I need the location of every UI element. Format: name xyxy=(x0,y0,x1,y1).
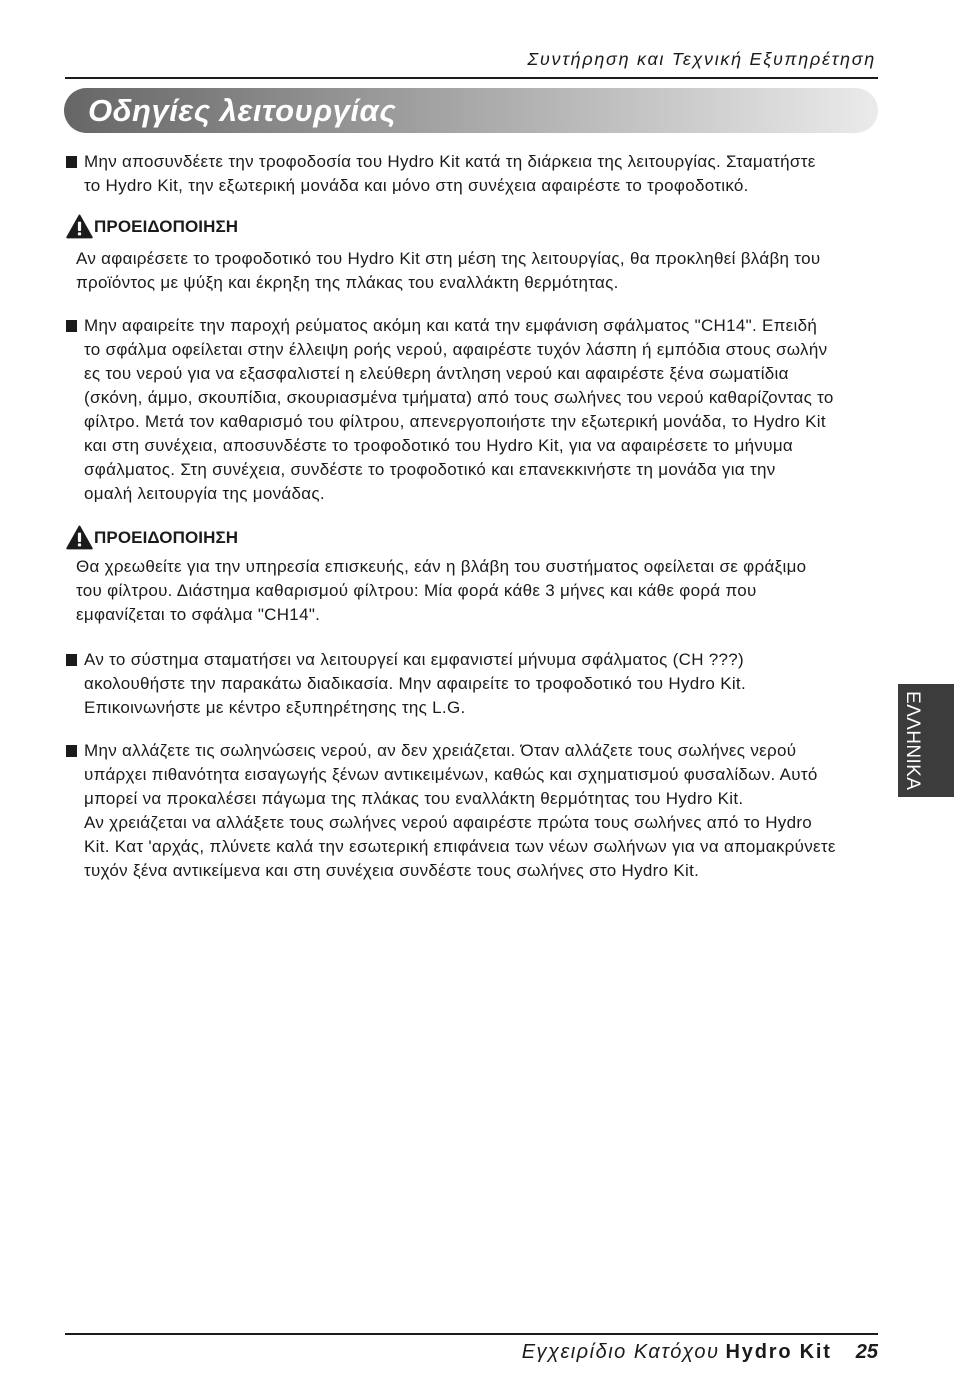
footer-manual-label: Εγχειρίδιο Κατόχου xyxy=(521,1341,720,1363)
language-tab-label: ΕΛΛΗΝΙΚΑ xyxy=(902,691,923,791)
text-line: Μην αφαιρείτε την παροχή ρεύματος ακόμη και κατά την εμφάνιση σφάλματος "CH14". Επειδή xyxy=(84,316,818,335)
footer-product-name: Hydro Kit xyxy=(725,1341,832,1363)
language-tab xyxy=(898,684,954,797)
text-line: Αν χρειάζεται να αλλάξετε τους σωλήνες νερού αφαιρέστε πρώτα τους σωλήνες από το Hydro xyxy=(84,813,813,832)
warning-triangle-icon xyxy=(66,525,93,550)
warning-text xyxy=(0,555,806,627)
text-line: ακολουθήστε την παρακάτω διαδικασία. Μην αφαιρείτε το τροφοδοτικό του Hydro Kit. xyxy=(84,674,746,693)
warning-heading xyxy=(66,214,238,239)
square-bullet-icon xyxy=(66,156,77,168)
text-line: μπορεί να προκαλέσει πάγωμα της πλάκας του εναλλάκτη θερμότητας του Hydro Kit. xyxy=(84,789,744,808)
text-line: εμφανίζεται το σφάλμα "CH14". xyxy=(76,605,321,624)
text-line: φίλτρο. Μετά τον καθαρισμό του φίλτρου, απενεργοποιήστε την εξωτερική μονάδα, το Hydro Kit xyxy=(84,412,826,431)
text-line: Επικοινωνήστε με κέντρο εξυπηρέτησης της L.G. xyxy=(84,698,466,717)
instruction-item xyxy=(0,739,836,883)
text-line: Kit. Κατ 'αρχάς, πλύνετε καλά την εσωτερική επιφάνεια των νέων σωλήνων για να απομακρύνετε xyxy=(84,837,836,856)
text-line: υπάρχει πιθανότητα εισαγωγής ξένων αντικειμένων, καθώς και σχηματισμού φυσαλίδων. Αυτό xyxy=(84,765,818,784)
text-line: και στη συνέχεια, αποσυνδέστε το τροφοδοτικό του Hydro Kit, για να αφαιρέσετε το μήνυμα xyxy=(84,436,794,455)
text-line: Θα χρεωθείτε για την υπηρεσία επισκευής, εάν η βλάβη του συστήματος οφείλεται σε φράξιμο xyxy=(76,557,807,576)
text-line: το σφάλμα οφείλεται στην έλλειψη ροής νερού, αφαιρέστε τυχόν λάσπη ή εμπόδια στους σωλήν xyxy=(84,340,828,359)
instruction-text xyxy=(84,739,836,883)
warning-heading-label: ΠΡΟΕΙΔΟΠΟΙΗΣΗ xyxy=(94,528,239,547)
square-bullet-icon xyxy=(66,654,77,666)
warning-text xyxy=(0,247,820,295)
warning-heading xyxy=(66,525,238,550)
text-line: τυχόν ξένα αντικείμενα και στη συνέχεια συνδέστε τους σωλήνες στο Hydro Kit. xyxy=(84,861,700,880)
square-bullet-icon xyxy=(66,320,77,332)
text-line: Μην αποσυνδέετε την τροφοδοσία του Hydro Kit κατά τη διάρκεια της λειτουργίας. Σταματήστε xyxy=(84,152,816,171)
text-line: Μην αλλάζετε τις σωληνώσεις νερού, αν δεν χρειάζεται. Όταν αλλάζετε τους σωλήνες νερού xyxy=(84,741,797,760)
text-line: Αν το σύστημα σταματήσει να λειτουργεί και εμφανιστεί μήνυμα σφάλματος (CH ???) xyxy=(84,650,745,669)
instruction-text xyxy=(84,648,746,720)
text-line: σφάλματος. Στη συνέχεια, συνδέστε το τροφοδοτικό και επανεκκινήστε τη μονάδα για την xyxy=(84,460,776,479)
instruction-text xyxy=(84,150,816,198)
instruction-item xyxy=(0,648,746,720)
warning-triangle-icon xyxy=(66,214,93,239)
instruction-item xyxy=(0,314,834,506)
title-banner xyxy=(64,88,878,133)
warning-heading-label: ΠΡΟΕΙΔΟΠΟΙΗΣΗ xyxy=(94,217,239,236)
header-rule xyxy=(65,77,878,79)
footer-rule xyxy=(65,1333,878,1335)
text-line: (σκόνη, άμμο, σκουπίδια, σκουριασμένα τμήματα) από τους σωλήνες του νερού καθαρίζοντας το xyxy=(84,388,834,407)
text-line: Αν αφαιρέσετε το τροφοδοτικό του Hydro Kit στη μέση της λειτουργίας, θα προκληθεί βλάβη του xyxy=(76,249,821,268)
text-line: ομαλή λειτουργία της μονάδας. xyxy=(84,484,325,503)
instruction-text xyxy=(84,314,834,506)
text-line: ες του νερού για να εξασφαλιστεί η ελεύθερη άντληση νερού και αφαιρέστε ξένα σωματίδια xyxy=(84,364,789,383)
text-line: το Hydro Kit, την εξωτερική μονάδα και μόνο στη συνέχεια αφαιρέστε το τροφοδοτικό. xyxy=(84,176,749,195)
running-header: Συντήρηση και Τεχνική Εξυπηρέτηση xyxy=(527,49,876,69)
page-number: 25 xyxy=(855,1341,878,1363)
square-bullet-icon xyxy=(66,745,77,757)
text-line: προϊόντος με ψύξη και έκρηξη της πλάκας του εναλλάκτη θερμότητας. xyxy=(76,273,619,292)
page-title: Οδηγίες λειτουργίας xyxy=(88,93,397,128)
instruction-item xyxy=(0,150,816,198)
text-line: του φίλτρου. Διάστημα καθαρισμού φίλτρου: Μία φορά κάθε 3 μήνες και κάθε φορά που xyxy=(76,581,757,600)
warning-text-lines xyxy=(76,555,806,627)
warning-text-lines xyxy=(76,247,820,295)
page-footer xyxy=(522,1339,878,1365)
